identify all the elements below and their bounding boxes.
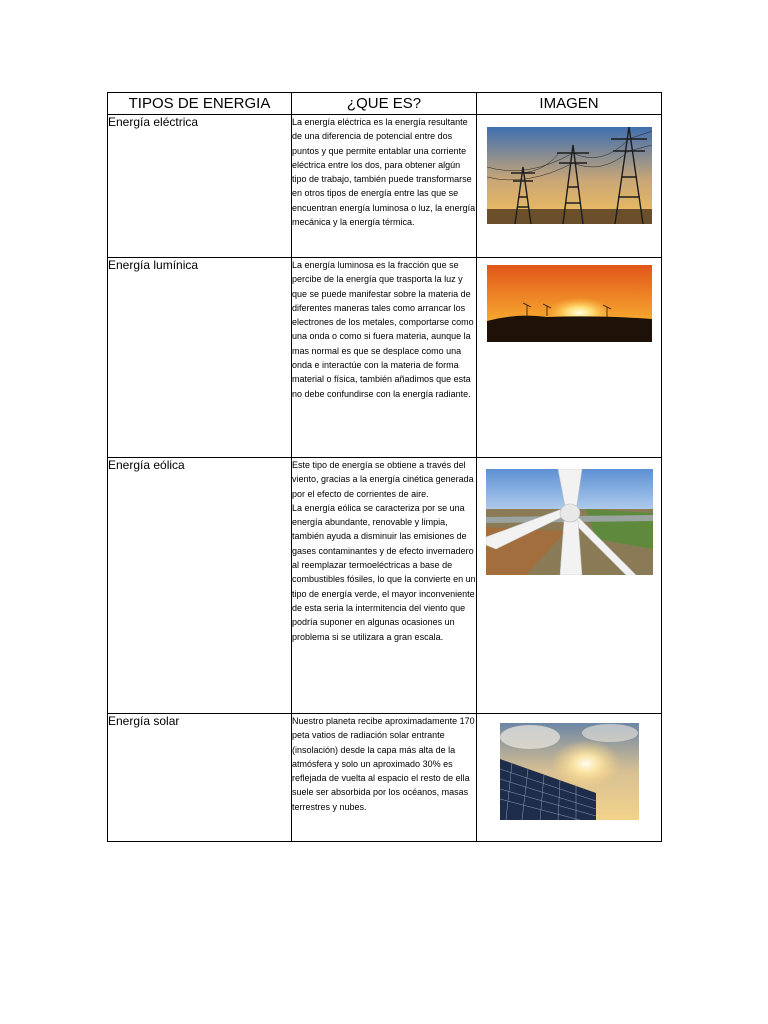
wind-turbine-image	[486, 469, 653, 575]
sunset-image	[487, 265, 652, 342]
header-row	[108, 93, 662, 115]
description-text: Este tipo de energía se obtiene a través del viento, gracias a la energía cinética generada por el efecto de corrientes de aire.	[292, 460, 474, 499]
table-row-electrica	[108, 115, 662, 258]
description-cell	[292, 258, 477, 458]
image-cell	[477, 258, 662, 458]
description-cell	[292, 458, 477, 714]
description-cell	[292, 714, 477, 842]
solar-panels-image	[500, 723, 639, 820]
header-imagen: IMAGEN	[477, 93, 662, 115]
header-que-es: ¿QUE ES?	[292, 93, 477, 115]
energy-table	[107, 92, 662, 842]
table-row-luminica	[108, 258, 662, 458]
table-row-solar	[108, 714, 662, 842]
power-lines-image	[487, 127, 652, 224]
type-cell: Energía lumínica	[108, 258, 292, 458]
description-text: Nuestro planeta recibe aproximadamente 170 peta vatios de radiación solar entrante (insolación) desde la capa más alta de la atmósfera y solo un aproximado 30% es reflejada de vuelta al espacio el resto de ella suele ser absorbida por los océanos, masas terrestres y nubes.	[292, 716, 475, 812]
description-text: La energía luminosa es la fracción que se percibe de la energía que trasporta la luz y que se puede manifestar sobre la materia de diferentes maneras tales como arrancar los electrones de los metales, comportarse como una onda o como si fuera materia, aunque la mas normal es que se desplace como una onda e interactúe con la materia de forma material o física, también añadimos que esta no debe confundirse con la energía radiante.	[292, 260, 474, 399]
image-cell	[477, 458, 662, 714]
image-cell	[477, 115, 662, 258]
header-tipos: TIPOS DE ENERGIA	[108, 93, 292, 115]
type-cell: Energía eléctrica	[108, 115, 292, 258]
type-cell: Energía eólica	[108, 458, 292, 714]
description-text: La energía eólica se caracteriza por se una energía abundante, renovable y limpia, también ayuda a disminuir las emisiones de gases contaminantes y de efecto invernadero al reemplazar termoeléctricas a base de combustibles fósiles, lo que la convierte en un tipo de energía verde, el mayor inconveniente de esta seria la intermitencia del viento que podría suponer en algunas ocasiones un problema si se utilizara a gran escala.	[292, 502, 476, 642]
type-cell: Energía solar	[108, 714, 292, 842]
description-cell	[292, 115, 477, 258]
image-cell	[477, 714, 662, 842]
table-row-eolica	[108, 458, 662, 714]
description-text: La energía eléctrica es la energía resultante de una diferencia de potencial entre dos puntos y que permite entablar una corriente eléctrica entre los dos, para obtener algún tipo de trabajo, también puede transformarse en otros tipos de energía entre las que se encuentran energía luminosa o luz, la energía mecánica y la energía térmica.	[292, 117, 476, 228]
